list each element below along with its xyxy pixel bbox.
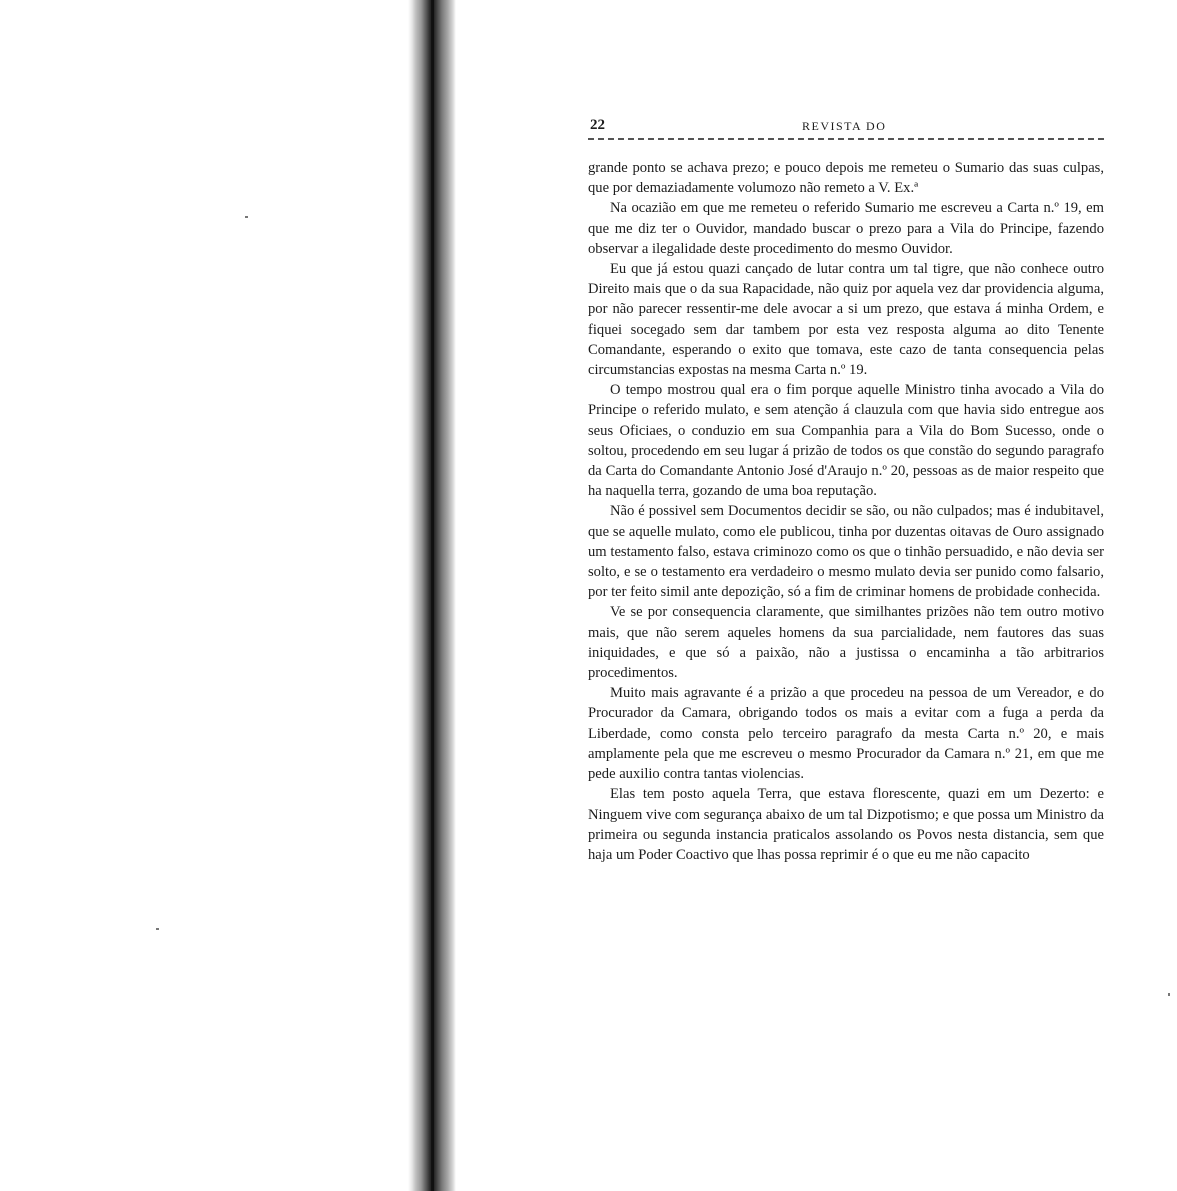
paragraph: O tempo mostrou qual era o fim porque aquelle Ministro tinha avocado a Vila do Principe o referido mulato, e sem atenção á clauzula com que havia sido entregue aos seus Oficiaes, o conduzio em sua Companhia para a Vila do Bom Sucesso, onde o soltou, procedendo em seu lugar á prizão de todos os que constão do segundo paragrafo da Carta do Comandante Antonio José d'Araujo n.º 20, pessoas as de maior respeito que ha naquella terra, gozando de uma boa reputação. [588, 382, 1104, 500]
journal-title: REVISTA DO [802, 119, 887, 133]
header-rule [588, 138, 1104, 140]
running-head [588, 112, 1104, 136]
book-gutter-crease [431, 0, 434, 1191]
paragraph: Não é possivel sem Documentos decidir se são, ou não culpados; mas é indubitavel, que se aquelle mulato, como ele publicou, tinha por duzentas oitavas de Ouro assignado um testamento falso, estava criminozo como os que o tinhão persuadido, e não devia ser solto, e se o testamento era verdadeiro o mesmo mulato devia ser punido como falsario, por ter feito simil ante depozição, só a fim de criminar homens de probidade conhecida. [588, 503, 1104, 601]
page-number: 22 [590, 117, 605, 133]
paragraph: grande ponto se achava prezo; e pouco depois me remeteu o Sumario das suas culpas, que por demaziadamente volumozo não remeto a V. Ex.ª [588, 160, 1104, 197]
scan-speck [1168, 993, 1170, 996]
paragraph: Elas tem posto aquela Terra, que estava florescente, quazi em um Dezerto: e Ninguem vive com segurança abaixo de um tal Dizpotismo; e que possa um Ministro da primeira ou segunda instancia praticalos assolando os Povos nesta distancia, sem que haja um Poder Coactivo que lhas possa reprimir é o que eu me não capacito [588, 786, 1104, 863]
scan-speck [156, 928, 159, 930]
paragraph: Na ocazião em que me remeteu o referido Sumario me escreveu a Carta n.º 19, em que me diz ter o Ouvidor, mandado buscar o prezo para a Vila do Principe, fazendo observar a ilegalidade deste procedimento do mesmo Ouvidor. [588, 200, 1104, 257]
paragraph: Ve se por consequencia claramente, que similhantes prizões não tem outro motivo mais, que não serem aqueles homens da sua parcialidade, nem fautores das suas iniquidades, e que só a paixão, não a justissa o encaminha a tão arbitrarios procedimentos. [588, 604, 1104, 682]
paragraph: Muito mais agravante é a prizão a que procedeu na pessoa de um Vereador, e do Procurador da Camara, obrigando todos os mais a evitar com a fuga a perda da Liberdade, como consta pelo terceiro paragrafo da mesta Carta n.º 20, e mais amplamente pela que me escreveu o mesmo Procurador da Camara n.º 21, em que me pede auxilio contra tantas violencias. [588, 685, 1104, 783]
body-text [588, 158, 1104, 865]
scan-speck [245, 216, 248, 218]
paragraph: Eu que já estou quazi cançado de lutar contra um tal tigre, que não conhece outro Direito mais que o da sua Rapacidade, não quiz por aquela vez dar providencia alguma, por não parecer ressentir-me dele avocar a si um prezo, que estava á minha Ordem, e fiquei socegado sem dar tambem por esta vez resposta alguma ao dito Tenente Comandante, esperando o exito que tomava, este cazo de tanta consequencia pelas circumstancias expostas na mesma Carta n.º 19. [588, 261, 1104, 379]
book-page [588, 112, 1104, 865]
